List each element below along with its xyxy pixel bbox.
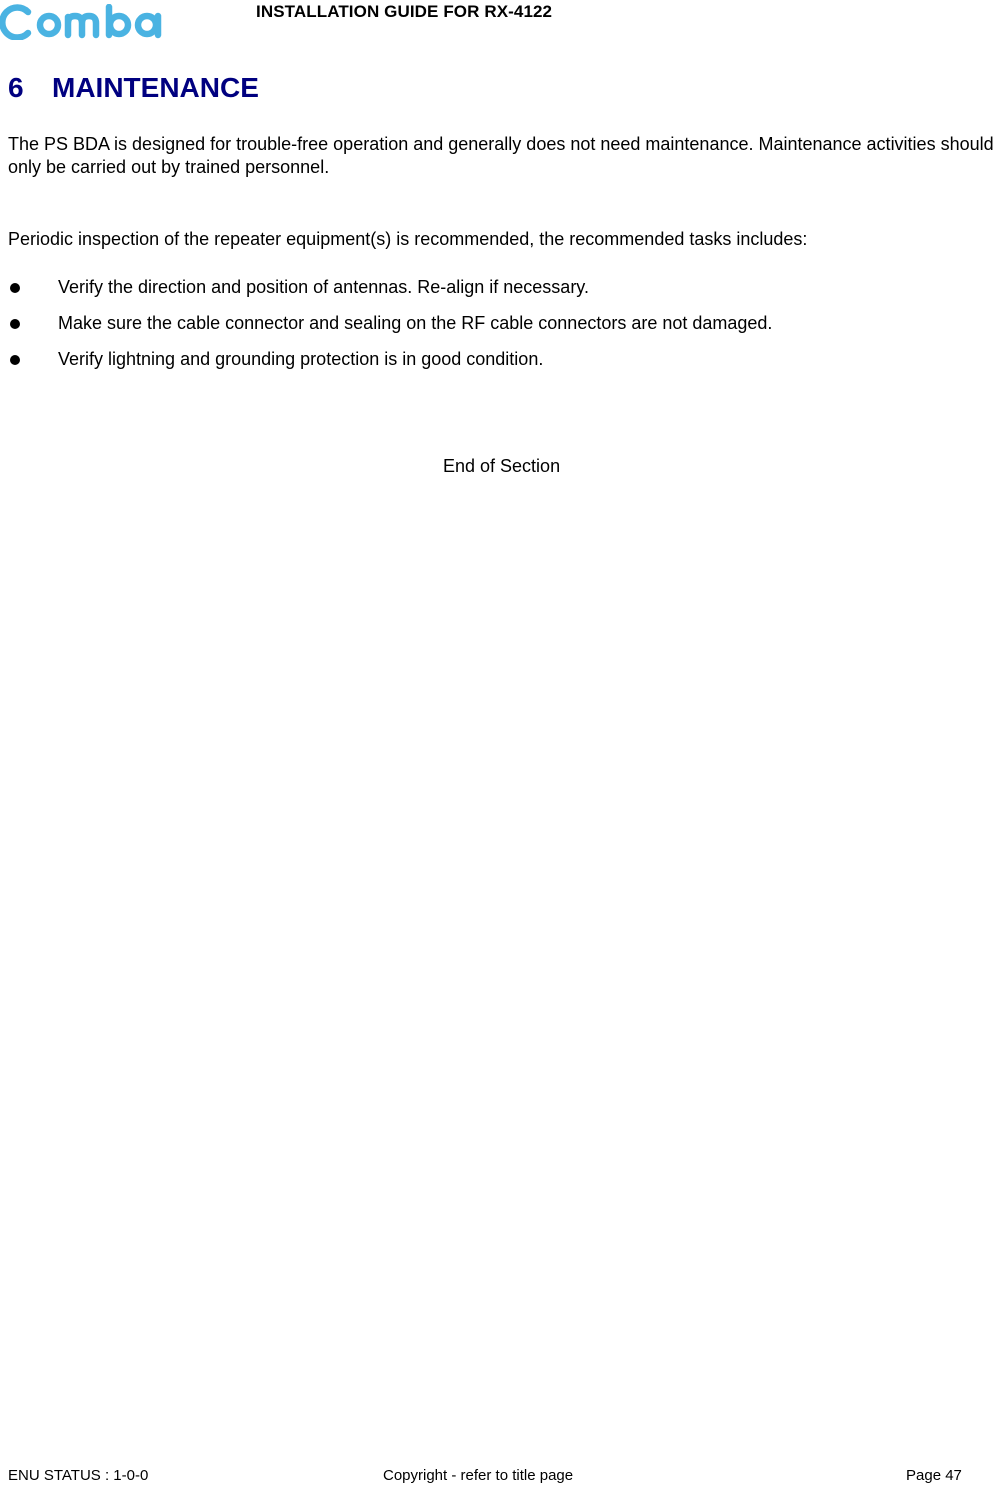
section-number: 6 [8, 72, 24, 103]
inspection-paragraph: Periodic inspection of the repeater equipment(s) is recommended, the recommended tasks includes: [8, 229, 808, 249]
task-list [8, 276, 772, 384]
footer-status: ENU STATUS : 1-0-0 [8, 1467, 149, 1484]
list-item [8, 348, 772, 384]
bullet-icon [10, 355, 20, 365]
list-item-text: Verify lightning and grounding protection is in good condition. [58, 349, 544, 369]
comba-logo [0, 4, 182, 40]
list-item-text: Make sure the cable connector and sealing on the RF cable connectors are not damaged. [58, 313, 773, 333]
list-item-text: Verify the direction and position of antennas. Re-align if necessary. [58, 277, 589, 297]
end-of-section: End of Section [443, 456, 561, 476]
header-title: INSTALLATION GUIDE FOR RX-4122 [256, 2, 553, 21]
list-item [8, 312, 772, 348]
footer-page-number: Page 47 [906, 1467, 962, 1484]
bullet-icon [10, 319, 20, 329]
section-heading [8, 72, 259, 104]
list-item [8, 276, 772, 312]
intro-paragraph: The PS BDA is designed for trouble-free operation and generally does not need maintenance. Maintenance activities should only be carried out by trained personnel. [8, 134, 994, 177]
section-title: MAINTENANCE [52, 72, 259, 103]
footer-copyright: Copyright - refer to title page [383, 1467, 574, 1484]
bullet-icon [10, 283, 20, 293]
